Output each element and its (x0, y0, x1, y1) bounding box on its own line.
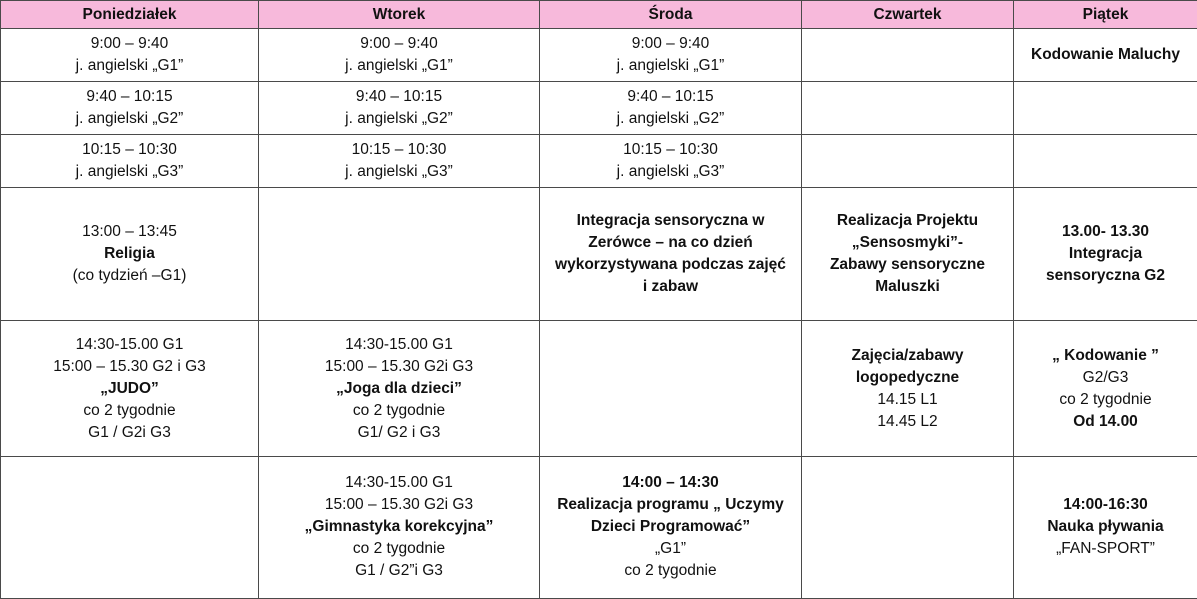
cell-tuesday (259, 135, 540, 188)
cell-line: Od 14.00 (1073, 412, 1138, 430)
cell-line: j. angielski „G1” (345, 57, 453, 75)
cell-monday (1, 29, 259, 82)
cell-line: „Joga dla dzieci” (336, 379, 462, 397)
header-monday: Poniedziałek (1, 1, 259, 29)
cell-monday (1, 321, 259, 456)
cell-line: j. angielski „G3” (75, 163, 184, 181)
cell-line: j. angielski „G2” (345, 110, 453, 128)
cell-tuesday (259, 456, 540, 598)
cell-wednesday (540, 135, 802, 188)
cell-line: Realizacja Projektu (836, 212, 979, 230)
cell-line: 14:30-15.00 G1 (345, 474, 453, 492)
cell-line: co 2 tygodnie (1059, 390, 1152, 408)
cell-friday (1014, 188, 1197, 321)
cell-line: Kodowanie Maluchy (1031, 46, 1180, 64)
cell-thursday (802, 135, 1014, 188)
cell-line: „ Kodowanie ” (1052, 346, 1159, 364)
cell-line: 9:00 – 9:40 (631, 35, 710, 53)
cell-thursday (802, 321, 1014, 456)
cell-friday (1014, 321, 1197, 456)
cell-line: Nauka pływania (1047, 518, 1164, 536)
cell-monday (1, 188, 259, 321)
cell-line: co 2 tygodnie (83, 401, 176, 419)
cell-line: 14:30-15.00 G1 (345, 335, 453, 353)
cell-line: 9:40 – 10:15 (627, 88, 714, 106)
cell-line: Dzieci Programować” (590, 518, 751, 536)
cell-friday (1014, 135, 1197, 188)
cell-line: 14:00-16:30 (1063, 496, 1148, 514)
cell-line: wykorzystywana podczas zajęć (555, 256, 786, 274)
cell-line: j. angielski „G3” (616, 163, 725, 181)
header-friday: Piątek (1014, 1, 1197, 29)
cell-tuesday (259, 321, 540, 456)
cell-monday (1, 456, 259, 598)
cell-line: i zabaw (642, 278, 699, 296)
cell-line: G1 / G2”i G3 (355, 562, 443, 580)
cell-line: 14.45 L2 (877, 412, 938, 430)
cell-line: sensoryczna G2 (1046, 267, 1165, 285)
cell-line: „Sensosmyki”- (851, 234, 964, 252)
cell-line: „Gimnastyka korekcyjna” (304, 518, 494, 536)
cell-line: 9:00 – 9:40 (360, 35, 438, 53)
cell-tuesday (259, 82, 540, 135)
cell-line: j. angielski „G1” (616, 57, 725, 75)
cell-line: 14:30-15.00 G1 (75, 335, 184, 353)
cell-line: 13.00- 13.30 (1061, 223, 1150, 241)
cell-line: co 2 tygodnie (624, 562, 717, 580)
cell-line: 9:00 – 9:40 (90, 35, 169, 53)
table-row (1, 188, 1197, 321)
cell-wednesday (540, 188, 802, 321)
cell-line: Zerówce – na co dzień (588, 234, 753, 252)
cell-friday (1014, 29, 1197, 82)
table-row (1, 29, 1197, 82)
cell-thursday (802, 188, 1014, 321)
cell-line: 14.15 L1 (877, 390, 938, 408)
cell-wednesday (540, 456, 802, 598)
cell-line: co 2 tygodnie (352, 401, 446, 419)
cell-line: Zabawy sensoryczne (829, 256, 986, 274)
cell-tuesday (259, 29, 540, 82)
cell-thursday (802, 29, 1014, 82)
cell-friday (1014, 82, 1197, 135)
cell-line: j. angielski „G1” (75, 57, 184, 75)
cell-wednesday (540, 321, 802, 456)
cell-line: „G1” (655, 540, 686, 558)
cell-line: j. angielski „G2” (616, 110, 725, 128)
table-row (1, 456, 1197, 598)
cell-line: co 2 tygodnie (352, 540, 446, 558)
cell-line: G1/ G2 i G3 (357, 423, 441, 441)
cell-line: j. angielski „G2” (75, 110, 184, 128)
cell-line: Integracja (1068, 245, 1143, 263)
cell-line: 10:15 – 10:30 (82, 141, 177, 159)
cell-line: „JUDO” (100, 379, 159, 397)
cell-line: j. angielski „G3” (345, 163, 453, 181)
cell-line: 15:00 – 15.30 G2 i G3 (53, 357, 206, 375)
cell-line: G1 / G2i G3 (88, 423, 171, 441)
cell-line: 13:00 – 13:45 (82, 223, 177, 241)
cell-friday (1014, 456, 1197, 598)
table-row (1, 321, 1197, 456)
cell-line: 10:15 – 10:30 (351, 141, 447, 159)
cell-thursday (802, 82, 1014, 135)
cell-line: Zajęcia/zabawy (851, 346, 964, 364)
cell-line: 14:00 – 14:30 (622, 474, 719, 492)
header-tuesday: Wtorek (259, 1, 540, 29)
cell-line: 9:40 – 10:15 (86, 88, 173, 106)
table-row (1, 82, 1197, 135)
cell-line: (co tydzień –G1) (72, 267, 187, 285)
cell-tuesday (259, 188, 540, 321)
cell-line: 15:00 – 15.30 G2i G3 (324, 357, 474, 375)
header-row (1, 1, 1197, 29)
cell-thursday (802, 456, 1014, 598)
cell-wednesday (540, 82, 802, 135)
cell-monday (1, 82, 259, 135)
header-wednesday: Środa (540, 1, 802, 29)
cell-line: Integracja sensoryczna w (576, 212, 765, 230)
cell-line: G2/G3 (1082, 368, 1129, 386)
cell-line: Religia (104, 245, 155, 263)
header-thursday: Czwartek (802, 1, 1014, 29)
cell-line: 15:00 – 15.30 G2i G3 (324, 496, 474, 514)
cell-line: logopedyczne (855, 368, 960, 386)
cell-line: Realizacja programu „ Uczymy (557, 496, 784, 514)
cell-line: 10:15 – 10:30 (623, 141, 718, 159)
cell-wednesday (540, 29, 802, 82)
cell-line: „FAN-SPORT” (1056, 540, 1155, 558)
cell-line: 9:40 – 10:15 (355, 88, 443, 106)
table-row (1, 135, 1197, 188)
cell-monday (1, 135, 259, 188)
cell-line: Maluszki (875, 278, 940, 296)
